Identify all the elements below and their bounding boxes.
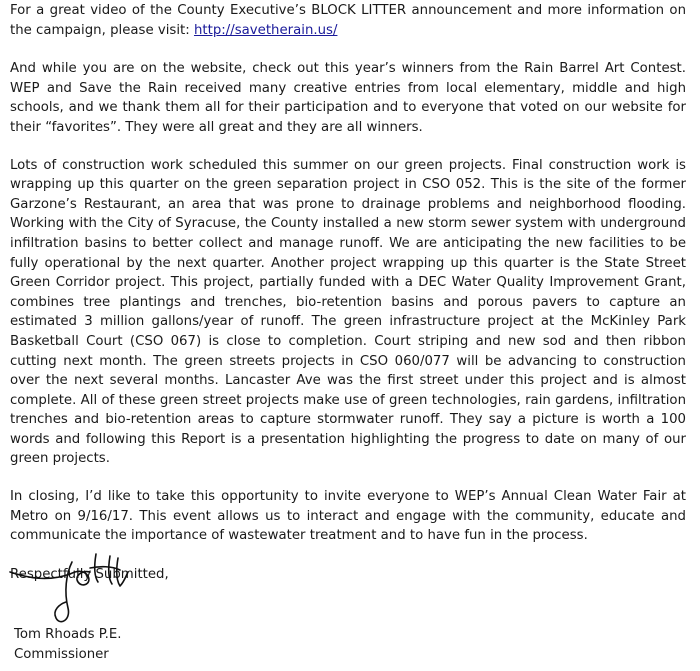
letter-body (10, 1, 686, 584)
rain-barrel-paragraph: And while you are on the website, check out this year’s winners from the Rain Barrel Art Contest. WEP and Save the Rain received many creative entries from local elementary, middle and high schools, and we thank them all for their participation and to everyone that voted on our website for their “favorites”. They were all great and they are all winners. (10, 61, 686, 135)
closing-salutation: Respectfully Submitted, (10, 566, 169, 582)
video-paragraph (10, 1, 686, 40)
savetherain-link[interactable]: http://savetherain.us/ (193, 22, 338, 38)
signer-name: Tom Rhoads P.E. (14, 627, 122, 642)
closing-paragraph: In closing, I’d like to take this opportunity to invite everyone to WEP’s Annual Clean Water Fair at Metro on 9/16/17. This event allows us to interact and engage with the community, educate and communicate the importance of wastewater treatment and to have fun in the process. (10, 489, 686, 544)
signer-title: Commissioner (14, 647, 109, 662)
signature-icon (8, 548, 158, 628)
video-paragraph-text: For a great video of the County Executive’s BLOCK LITTER announcement and more information on the campaign, please visit: (10, 3, 686, 38)
construction-paragraph: Lots of construction work scheduled this summer on our green projects. Final construction work is wrapping up this quarter on the green separation project in CSO 052. This is the site of the former Garzone’s Restaurant, an area that was prone to drainage problems and neighborhood flooding. Working with the City of Syracuse, the County installed a new storm sewer system with underground infiltration basins to better collect and manage runoff. We are anticipating the new facilities to be fully operational by the next quarter. Another project wrapping up this quarter is the State Street Green Corridor project. This project, partially funded with a DEC Water Quality Improvement Grant, combines tree plantings and trenches, bio-retention basins and porous pavers to capture an estimated 3 million gallons/year of runoff. The green infrastructure project at the McKinley Park Basketball Court (CSO 067) is close to completion. Court striping and new sod and then ribbon cutting next month. The green streets projects in CSO 060/077 will be advancing to construction over the next several months. Lancaster Ave was the first street under this project and is almost complete. All of these green street projects make use of green technologies, rain gardens, infiltration trenches and bio-retention areas to capture stormwater runoff. They say a picture is worth a 100 words and following this Report is a presentation highlighting the progress to date on many of our green projects. (10, 157, 686, 467)
signer-block (14, 625, 122, 665)
